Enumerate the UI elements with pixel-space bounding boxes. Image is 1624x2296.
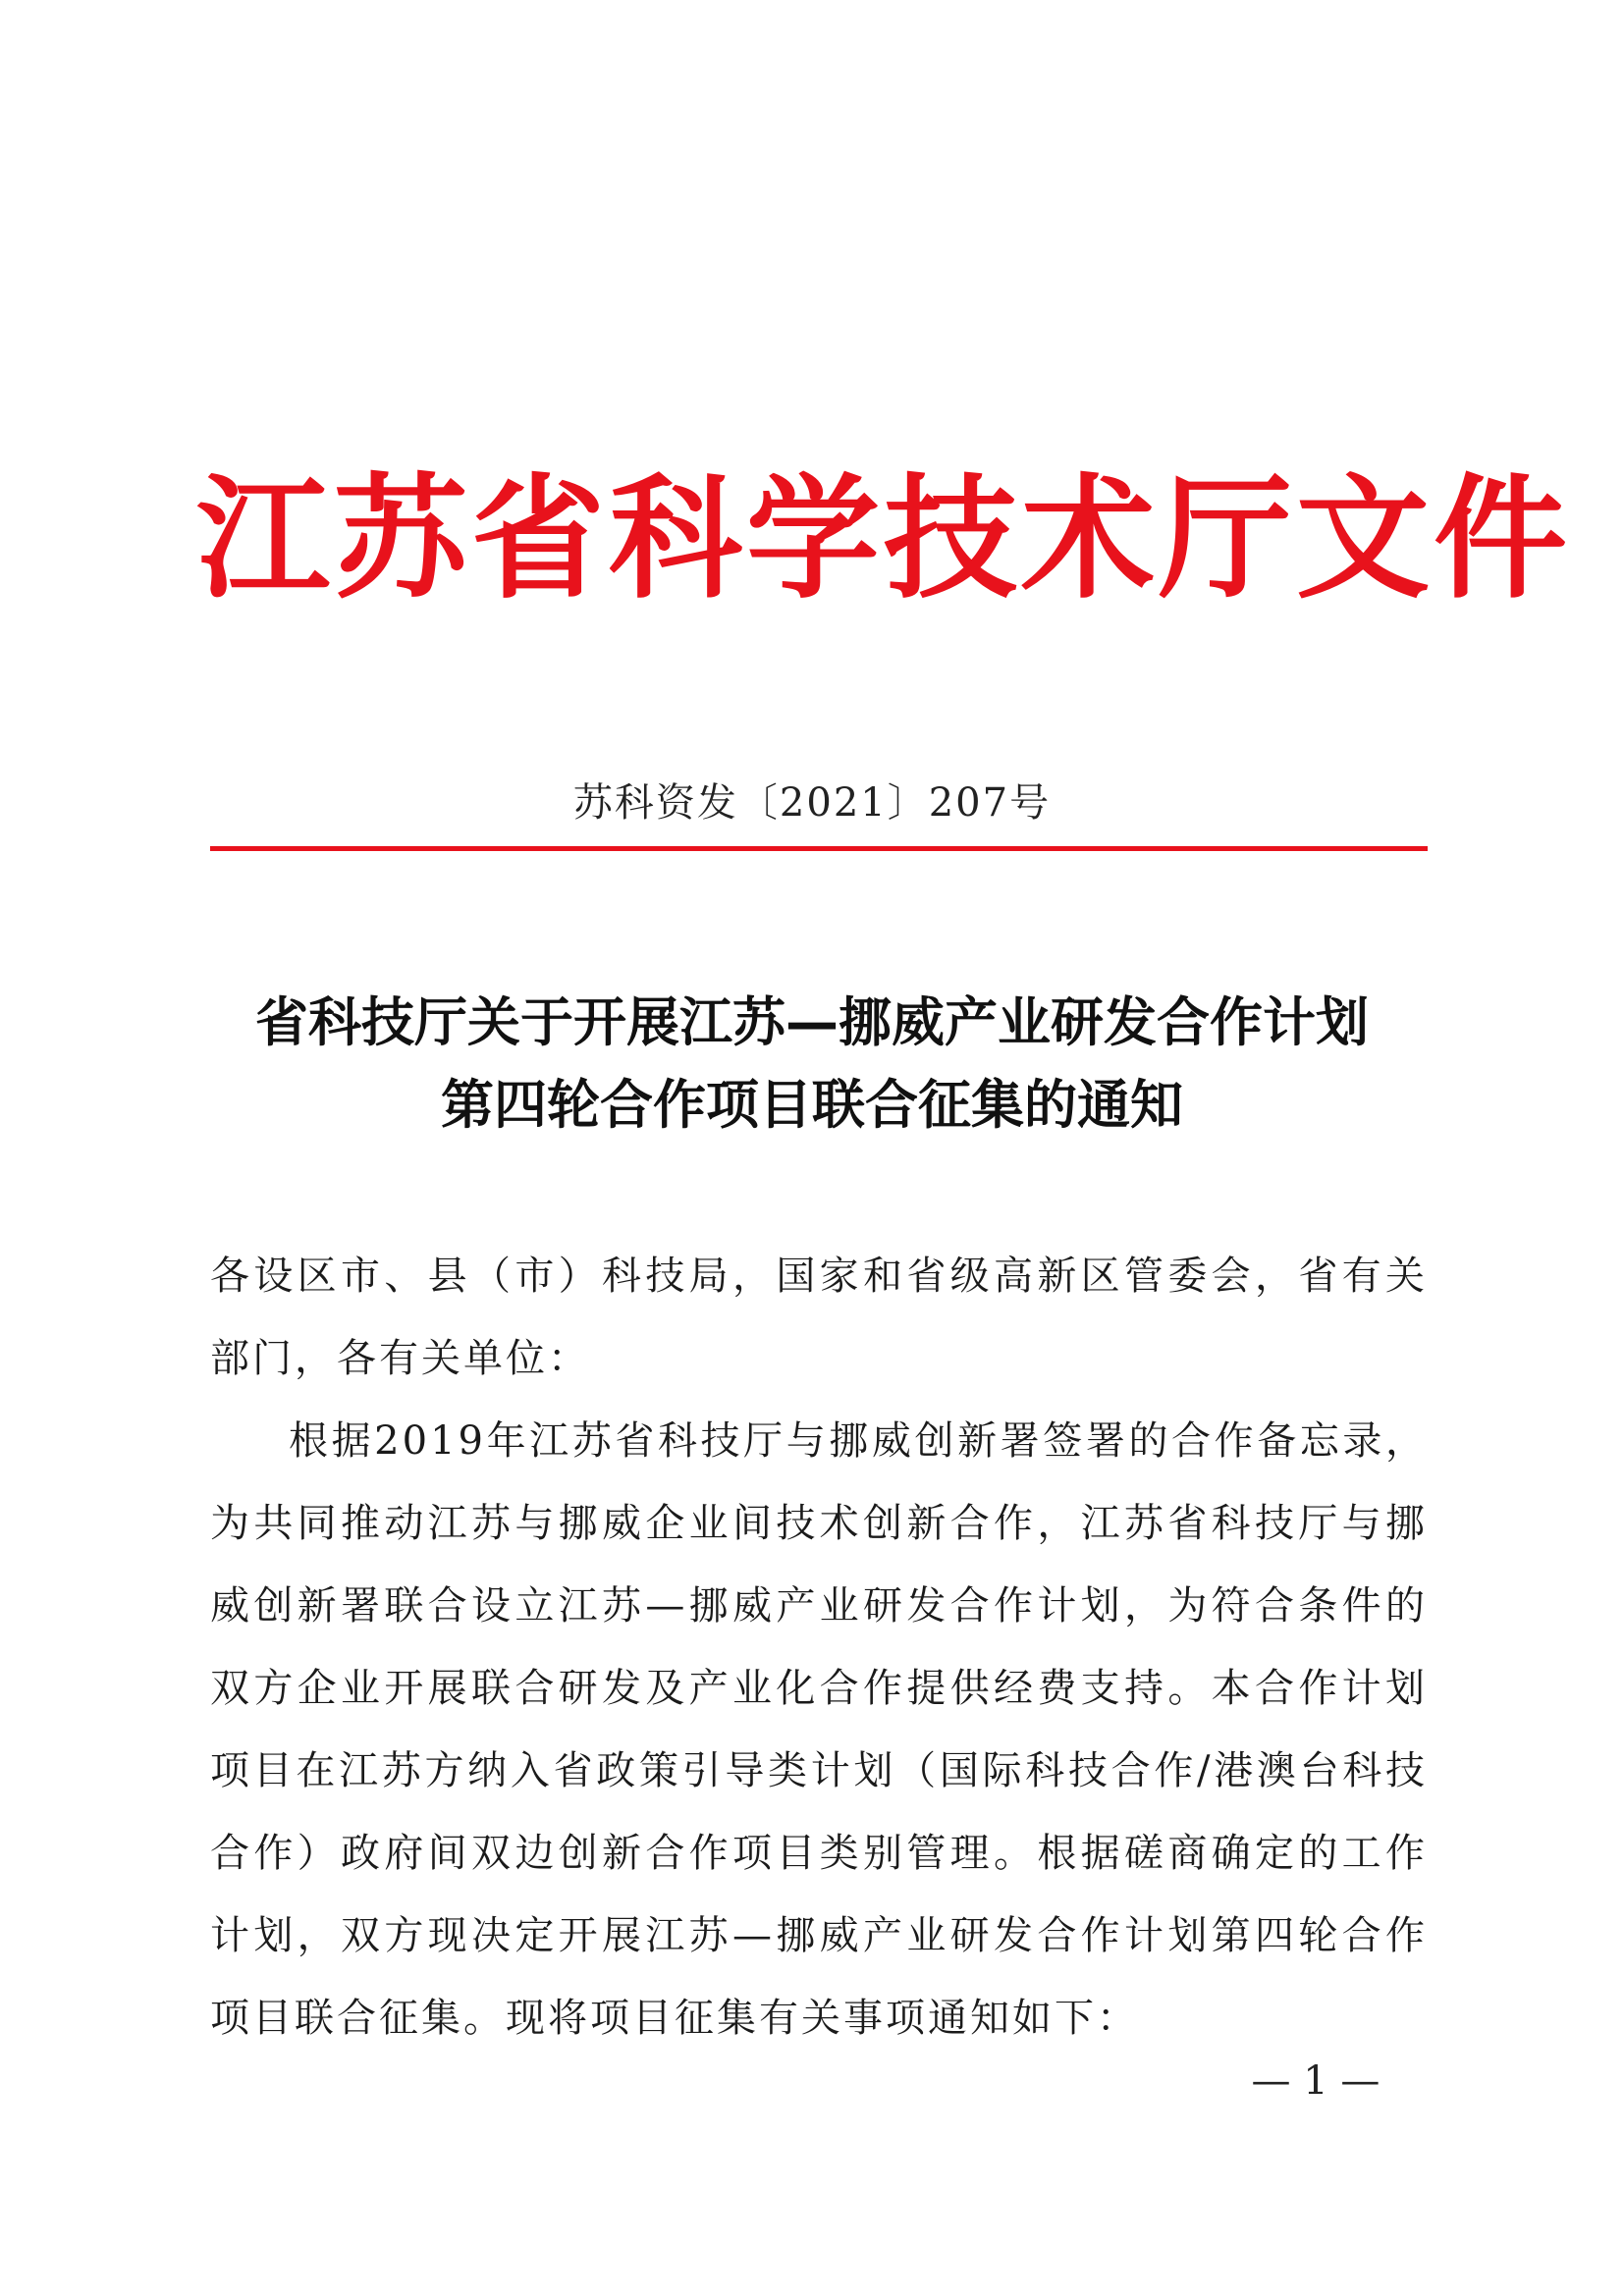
salutation: 各设区市、县（市）科技局，国家和省级高新区管委会，省有关部门，各有关单位： bbox=[210, 1254, 1428, 1381]
body-paragraph: 根据2019年江苏省科技厅与挪威创新署签署的合作备忘录，为共同推动江苏与挪威企业间技术创新合作，江苏省科技厅与挪威创新署联合设立江苏—挪威产业研发合作计划，为符合条件的双方企业开展联合研发及产业化合作提供经费支持。本合作计划项目在江苏方纳入省政策引导类计划（国际科技合作/港澳台科技合作）政府间双边创新合作项目类别管理。根据磋商确定的工作计划，双方现决定开展江苏—挪威产业研发合作计划第四轮合作项目联合征集。现将项目征集有关事项通知如下： bbox=[210, 1418, 1428, 2041]
document-title-line-1: 省科技厅关于开展江苏—挪威产业研发合作计划 bbox=[255, 991, 1369, 1053]
red-divider-line bbox=[210, 846, 1428, 851]
page-number: — 1 — bbox=[1251, 2058, 1380, 2104]
document-number: 苏科资发〔2021〕207号 bbox=[572, 780, 1052, 826]
masthead-title: 江苏省科学技术厅文件 bbox=[196, 462, 1571, 617]
document-title-line-2: 第四轮合作项目联合征集的通知 bbox=[441, 1074, 1183, 1136]
document-title bbox=[196, 982, 1428, 1147]
document-body bbox=[210, 1235, 1428, 2059]
